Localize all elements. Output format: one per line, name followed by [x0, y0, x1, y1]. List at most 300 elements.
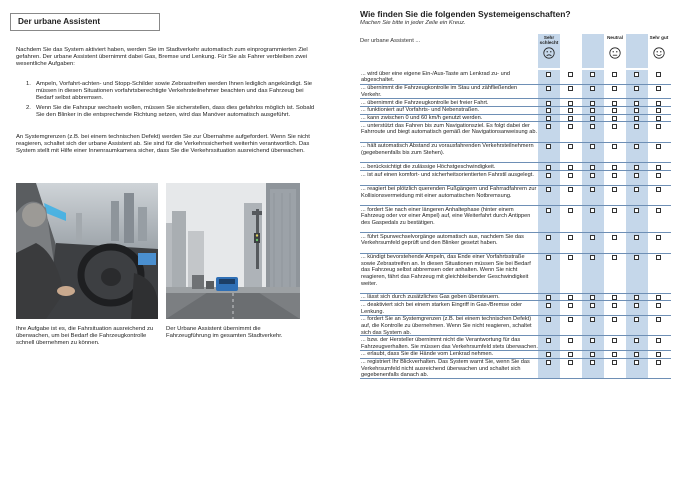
- rating-checkbox[interactable]: [634, 108, 639, 113]
- rating-checkbox[interactable]: [568, 360, 573, 365]
- rating-checkbox[interactable]: [546, 295, 551, 300]
- questionnaire-instruction: Machen Sie bitte in jeder Zeile ein Kreuz.: [360, 20, 466, 26]
- list-item: [26, 81, 316, 103]
- statement-text: ... kann zwischen 0 und 60 km/h genutzt werden.: [361, 115, 483, 122]
- rating-checkbox[interactable]: [612, 173, 617, 178]
- rating-checkbox[interactable]: [656, 165, 661, 170]
- statement-text: ... übernimmt die Fahrzeugkontrolle im Stau und zähfließenden Verkehr.: [361, 85, 518, 98]
- rating-options: [538, 233, 671, 253]
- rating-cell: [626, 70, 648, 84]
- rating-checkbox[interactable]: [546, 108, 551, 113]
- rating-checkbox[interactable]: [612, 317, 617, 322]
- statement-text: ... hält automatisch Abstand zu vorausfahrenden Verkehrsteilnehmern (gegebenenfalls bis zum Stehen).: [361, 143, 534, 156]
- rating-cell: [582, 359, 604, 379]
- rating-cell: [626, 351, 648, 358]
- rating-checkbox[interactable]: [590, 173, 595, 178]
- rating-checkbox[interactable]: [568, 72, 573, 77]
- rating-cell: [538, 107, 560, 114]
- rating-cell: [560, 316, 582, 336]
- table-row: [360, 99, 671, 107]
- list-number: 1.: [26, 81, 31, 87]
- rating-checkbox[interactable]: [656, 235, 661, 240]
- rating-cell: [582, 99, 604, 106]
- rating-cell: [560, 115, 582, 122]
- rating-cell: [626, 186, 648, 206]
- neutral-face-icon: [609, 47, 621, 59]
- sad-face-icon: [543, 47, 555, 59]
- rating-cell: [626, 359, 648, 379]
- rating-cell: [648, 122, 670, 142]
- rating-cell: [626, 316, 648, 336]
- rating-cell: [560, 163, 582, 170]
- rating-cell: [626, 143, 648, 163]
- rating-checkbox[interactable]: [612, 124, 617, 129]
- rating-checkbox[interactable]: [546, 124, 551, 129]
- rating-checkbox[interactable]: [634, 173, 639, 178]
- rating-options: [538, 301, 671, 315]
- statement-text: ... reagiert bei plötzlich querenden Fußgängern und Fahrradfahrern zur Kollisionsvermeidung mit einer automatischen Notbremsung.: [361, 186, 537, 199]
- rating-cell: [648, 254, 670, 293]
- rating-options: [538, 171, 671, 185]
- statement-text: ... fordert Sie nach einer längeren Anhaltephase (hinter einem Fahrzeug oder vor einer Ampel) auf, eine Weiterfahrt durch Antippen des Gaspedals zu bestätigen.: [361, 206, 531, 226]
- rating-cell: [538, 186, 560, 206]
- rating-options: [538, 115, 671, 122]
- rating-cell: [626, 254, 648, 293]
- rating-checkbox[interactable]: [590, 86, 595, 91]
- rating-cell: [582, 294, 604, 301]
- rating-checkbox[interactable]: [568, 124, 573, 129]
- rating-checkbox[interactable]: [568, 165, 573, 170]
- rating-cell: [538, 70, 560, 84]
- rating-checkbox[interactable]: [568, 187, 573, 192]
- rating-cell: [582, 206, 604, 232]
- rating-checkbox[interactable]: [634, 124, 639, 129]
- rating-checkbox[interactable]: [656, 116, 661, 121]
- rating-cell: [582, 186, 604, 206]
- rating-cell: [648, 186, 670, 206]
- rating-checkbox[interactable]: [656, 108, 661, 113]
- table-row: [360, 70, 671, 85]
- rating-cell: [582, 122, 604, 142]
- rating-cell: [582, 316, 604, 336]
- rating-checkbox[interactable]: [634, 116, 639, 121]
- statement-text: ... deaktiviert sich bei einem starken Eingriff in Gas-/Bremse oder Lenkung.: [361, 301, 522, 315]
- rating-checkbox[interactable]: [656, 338, 661, 343]
- rating-cell: [604, 301, 626, 315]
- rating-checkbox[interactable]: [568, 86, 573, 91]
- rating-cell: [604, 254, 626, 293]
- rating-cell: [626, 163, 648, 170]
- rating-checkbox[interactable]: [612, 208, 617, 213]
- rating-checkbox[interactable]: [656, 101, 661, 106]
- statement-text: ... ist auf einen komfort- und sicherheitsorientierten Fahrstil ausgelegt.: [361, 171, 534, 178]
- rating-checkbox[interactable]: [546, 144, 551, 149]
- rating-cell: [560, 70, 582, 84]
- rating-cell: [648, 163, 670, 170]
- rating-checkbox[interactable]: [634, 352, 639, 357]
- rating-cell: [560, 122, 582, 142]
- rating-checkbox[interactable]: [568, 101, 573, 106]
- rating-options: [538, 336, 671, 350]
- rating-checkbox[interactable]: [612, 144, 617, 149]
- rating-cell: [648, 85, 670, 99]
- statement-text: ... unterstützt das Fahren bis zum Navigationsziel. Es folgt dabei der Fahrroute und biegt automatisch gemäß der Navigationsanweisung ab.: [361, 122, 537, 136]
- rating-cell: [648, 301, 670, 315]
- rating-checkbox[interactable]: [634, 235, 639, 240]
- rating-cell: [538, 171, 560, 185]
- table-row: [360, 115, 671, 123]
- scale-column-3: [582, 34, 604, 68]
- rating-checkbox[interactable]: [546, 101, 551, 106]
- rating-cell: [648, 294, 670, 301]
- rating-cell: [648, 70, 670, 84]
- rating-cell: [648, 99, 670, 106]
- statement-text: ... übernimmt die Fahrzeugkontrolle bei freier Fahrt.: [361, 99, 489, 106]
- rating-checkbox[interactable]: [612, 101, 617, 106]
- rating-cell: [538, 233, 560, 253]
- rating-cell: [648, 359, 670, 379]
- rating-checkbox[interactable]: [590, 208, 595, 213]
- rating-cell: [560, 254, 582, 293]
- rating-options: [538, 206, 671, 232]
- rating-cell: [560, 336, 582, 350]
- rating-checkbox[interactable]: [612, 235, 617, 240]
- rating-cell: [604, 359, 626, 379]
- rating-cell: [604, 115, 626, 122]
- rating-checkbox[interactable]: [546, 360, 551, 365]
- rating-checkbox[interactable]: [590, 295, 595, 300]
- rating-cell: [626, 99, 648, 106]
- rating-checkbox[interactable]: [590, 116, 595, 121]
- rating-checkbox[interactable]: [656, 208, 661, 213]
- rating-checkbox[interactable]: [546, 173, 551, 178]
- table-row: [360, 233, 671, 254]
- questionnaire-lead: Der urbane Assistent ...: [360, 38, 421, 44]
- rating-checkbox[interactable]: [612, 352, 617, 357]
- rating-checkbox[interactable]: [546, 165, 551, 170]
- scale-column-5: [626, 34, 648, 68]
- table-row: [360, 163, 671, 171]
- rating-cell: [582, 163, 604, 170]
- rating-cell: [626, 171, 648, 185]
- rating-cell: [538, 294, 560, 301]
- rating-checkbox[interactable]: [634, 295, 639, 300]
- rating-checkbox[interactable]: [590, 235, 595, 240]
- rating-checkbox[interactable]: [546, 86, 551, 91]
- rating-checkbox[interactable]: [546, 72, 551, 77]
- rating-options: [538, 99, 671, 106]
- rating-checkbox[interactable]: [656, 360, 661, 365]
- rating-options: [538, 316, 671, 336]
- rating-cell: [604, 163, 626, 170]
- rating-checkbox[interactable]: [568, 352, 573, 357]
- rating-checkbox[interactable]: [634, 144, 639, 149]
- rating-checkbox[interactable]: [546, 352, 551, 357]
- rating-checkbox[interactable]: [546, 208, 551, 213]
- rating-cell: [560, 294, 582, 301]
- rating-cell: [560, 99, 582, 106]
- rating-checkbox[interactable]: [656, 144, 661, 149]
- rating-cell: [582, 70, 604, 84]
- scale-label-neutral: Neutral: [607, 35, 623, 40]
- rating-checkbox[interactable]: [634, 187, 639, 192]
- rating-checkbox[interactable]: [546, 255, 551, 260]
- rating-table: [360, 70, 671, 379]
- rating-checkbox[interactable]: [612, 303, 617, 308]
- rating-cell: [538, 99, 560, 106]
- list-item-text: Ampeln, Vorfahrt-achten- und Stopp-Schilder sowie Zebrastreifen werden Ihnen lediglich angekündigt. Sie müssen in diesen Situationen vorfahrtsberechtigte Verkehrsteilnehmer beachten und das Fahrzeug bei Bedarf selbst abbremsen.: [36, 81, 313, 102]
- rating-checkbox[interactable]: [546, 187, 551, 192]
- driver-task-list: [26, 81, 316, 121]
- rating-checkbox[interactable]: [656, 187, 661, 192]
- rating-checkbox[interactable]: [612, 116, 617, 121]
- table-row: [360, 351, 671, 359]
- rating-checkbox[interactable]: [634, 338, 639, 343]
- rating-cell: [538, 316, 560, 336]
- rating-checkbox[interactable]: [612, 187, 617, 192]
- statement-text: ... fordert Sie an Systemgrenzen (z.B. bei einem technischen Defekt) auf, die Kontrolle zu übernehmen. Wenn Sie nicht reagieren, schaltet sich das System ab.: [361, 316, 532, 336]
- rating-cell: [626, 206, 648, 232]
- rating-cell: [560, 171, 582, 185]
- rating-cell: [538, 351, 560, 358]
- intro-paragraph: Nachdem Sie das System aktiviert haben, werden Sie im Stadtverkehr automatisch zum einprogrammierten Ziel gefahren. Der urbane Assistent übernimmt dabei Gas, Bremse und Lenkung. Für Sie als Fahrer verbleiben zwei wesentliche Aufgaben:: [16, 47, 308, 68]
- rating-checkbox[interactable]: [568, 317, 573, 322]
- photo-caption-left: Ihre Aufgabe ist es, die Fahrsituation ausreichend zu überwachen, um bei Bedarf die Fahrzeugkontrolle schnell übernehmen zu können.: [16, 326, 154, 347]
- rating-checkbox[interactable]: [568, 208, 573, 213]
- rating-cell: [582, 107, 604, 114]
- rating-checkbox[interactable]: [590, 338, 595, 343]
- happy-face-icon: [653, 47, 665, 59]
- rating-cell: [582, 233, 604, 253]
- statement-text: ... bzw. der Hersteller übernimmt nicht die Verantwortung für das Fahrzeugverhalten. Sie müssen das Verkehrsumfeld stets überwachen.: [361, 336, 538, 350]
- rating-options: [538, 351, 671, 358]
- rating-cell: [604, 107, 626, 114]
- rating-checkbox[interactable]: [656, 352, 661, 357]
- rating-checkbox[interactable]: [590, 165, 595, 170]
- rating-cell: [582, 171, 604, 185]
- rating-checkbox[interactable]: [634, 72, 639, 77]
- rating-checkbox[interactable]: [656, 86, 661, 91]
- questionnaire-title: Wie finden Sie die folgenden Systemeigenschaften?: [360, 9, 571, 19]
- rating-cell: [604, 143, 626, 163]
- rating-cell: [604, 351, 626, 358]
- rating-cell: [560, 301, 582, 315]
- rating-cell: [604, 336, 626, 350]
- rating-cell: [538, 359, 560, 379]
- rating-cell: [538, 143, 560, 163]
- table-row: [360, 107, 671, 115]
- rating-cell: [626, 233, 648, 253]
- rating-checkbox[interactable]: [568, 255, 573, 260]
- statement-text: ... funktioniert auf Vorfahrts- und Nebenstraßen.: [361, 107, 480, 114]
- table-row: [360, 294, 671, 302]
- statement-text: ... wird über eine eigene Ein-/Aus-Taste am Lenkrad zu- und abgeschaltet.: [361, 70, 510, 84]
- rating-checkbox[interactable]: [590, 144, 595, 149]
- rating-checkbox[interactable]: [656, 124, 661, 129]
- rating-cell: [648, 115, 670, 122]
- rating-checkbox[interactable]: [546, 235, 551, 240]
- rating-cell: [582, 143, 604, 163]
- statement-text: ... erlaubt, dass Sie die Hände vom Lenkrad nehmen.: [361, 351, 494, 358]
- rating-checkbox[interactable]: [656, 255, 661, 260]
- rating-checkbox[interactable]: [546, 116, 551, 121]
- rating-options: [538, 186, 671, 206]
- rating-cell: [538, 122, 560, 142]
- rating-checkbox[interactable]: [656, 72, 661, 77]
- rating-cell: [626, 301, 648, 315]
- rating-checkbox[interactable]: [568, 144, 573, 149]
- rating-checkbox[interactable]: [590, 72, 595, 77]
- rating-cell: [604, 206, 626, 232]
- rating-cell: [560, 186, 582, 206]
- rating-cell: [538, 85, 560, 99]
- rating-cell: [582, 301, 604, 315]
- rating-options: [538, 163, 671, 170]
- rating-cell: [538, 115, 560, 122]
- rating-options: [538, 70, 671, 84]
- scale-column-very-good: [648, 34, 670, 68]
- statement-text: ... berücksichtigt die zulässige Höchstgeschwindigkeit.: [361, 163, 496, 170]
- rating-cell: [648, 143, 670, 163]
- scale-column-neutral: [604, 34, 626, 68]
- table-row: [360, 186, 671, 207]
- rating-cell: [582, 336, 604, 350]
- rating-options: [538, 143, 671, 163]
- rating-checkbox[interactable]: [612, 255, 617, 260]
- questionnaire-page: [340, 0, 685, 483]
- rating-cell: [604, 233, 626, 253]
- rating-cell: [626, 122, 648, 142]
- rating-checkbox[interactable]: [568, 295, 573, 300]
- rating-checkbox[interactable]: [634, 86, 639, 91]
- table-row: [360, 254, 671, 294]
- rating-options: [538, 122, 671, 142]
- rating-cell: [604, 122, 626, 142]
- rating-checkbox[interactable]: [612, 165, 617, 170]
- rating-cell: [538, 336, 560, 350]
- rating-cell: [582, 115, 604, 122]
- rating-checkbox[interactable]: [568, 108, 573, 113]
- table-row: [360, 171, 671, 186]
- rating-cell: [604, 294, 626, 301]
- rating-cell: [582, 351, 604, 358]
- rating-cell: [560, 359, 582, 379]
- list-item: [26, 105, 316, 119]
- rating-cell: [648, 336, 670, 350]
- table-row: [360, 301, 671, 316]
- rating-checkbox[interactable]: [612, 295, 617, 300]
- rating-cell: [626, 294, 648, 301]
- rating-options: [538, 359, 671, 379]
- rating-cell: [560, 143, 582, 163]
- rating-cell: [604, 316, 626, 336]
- rating-checkbox[interactable]: [590, 187, 595, 192]
- rating-cell: [560, 107, 582, 114]
- rating-cell: [538, 163, 560, 170]
- rating-checkbox[interactable]: [590, 124, 595, 129]
- rating-options: [538, 85, 671, 99]
- rating-checkbox[interactable]: [634, 165, 639, 170]
- rating-cell: [560, 351, 582, 358]
- rating-cell: [604, 85, 626, 99]
- rating-checkbox[interactable]: [568, 303, 573, 308]
- rating-cell: [626, 107, 648, 114]
- rating-cell: [604, 171, 626, 185]
- rating-cell: [604, 186, 626, 206]
- rating-checkbox[interactable]: [590, 255, 595, 260]
- rating-options: [538, 294, 671, 301]
- rating-checkbox[interactable]: [612, 338, 617, 343]
- scale-column-2: [560, 34, 582, 68]
- table-row: [360, 206, 671, 233]
- rating-cell: [626, 115, 648, 122]
- info-page: [0, 0, 340, 483]
- rating-checkbox[interactable]: [634, 101, 639, 106]
- rating-checkbox[interactable]: [612, 360, 617, 365]
- rating-checkbox[interactable]: [656, 303, 661, 308]
- rating-checkbox[interactable]: [612, 86, 617, 91]
- scale-column-very-bad: [538, 34, 560, 68]
- info-title-box: [10, 13, 160, 31]
- rating-checkbox[interactable]: [590, 108, 595, 113]
- rating-checkbox[interactable]: [656, 317, 661, 322]
- rating-checkbox[interactable]: [634, 360, 639, 365]
- rating-checkbox[interactable]: [590, 303, 595, 308]
- photo-caption-right: Der Urbane Assistent übernimmt die Fahrzeugführung im gesamten Stadtverkehr.: [166, 326, 283, 340]
- rating-checkbox[interactable]: [590, 317, 595, 322]
- table-row: [360, 122, 671, 143]
- rating-checkbox[interactable]: [634, 317, 639, 322]
- rating-checkbox[interactable]: [612, 72, 617, 77]
- rating-checkbox[interactable]: [612, 108, 617, 113]
- rating-cell: [648, 351, 670, 358]
- rating-cell: [560, 206, 582, 232]
- table-row: [360, 336, 671, 351]
- rating-checkbox[interactable]: [656, 173, 661, 178]
- scale-label-very-bad: Sehr schlecht: [539, 35, 559, 45]
- rating-cell: [582, 85, 604, 99]
- rating-checkbox[interactable]: [568, 235, 573, 240]
- driver-cockpit-photo: [16, 183, 158, 319]
- rating-cell: [648, 316, 670, 336]
- rating-options: [538, 107, 671, 114]
- rating-checkbox[interactable]: [546, 317, 551, 322]
- rating-checkbox[interactable]: [546, 338, 551, 343]
- rating-cell: [626, 336, 648, 350]
- rating-checkbox[interactable]: [590, 101, 595, 106]
- rating-checkbox[interactable]: [634, 303, 639, 308]
- statement-text: ... führt Spurwechselvorgänge automatisch aus, nachdem Sie das Verkehrsumfeld geprüft und den Blinker gesetzt haben.: [361, 233, 524, 247]
- rating-options: [538, 254, 671, 293]
- rating-checkbox[interactable]: [590, 352, 595, 357]
- system-limits-paragraph: An Systemgrenzen (z.B. bei einem technischen Defekt) werden Sie zur Übernahme aufgefordert. Wenn Sie nicht reagieren, schaltet sich der urbane Assistent ab. Sie sind für die Verkehrssicherheit weiterhin verantwortlich. Das System stellt mit Hilfe einer Innenraumkamera sicher, dass Sie die Verkehrssituation ausreichend überwachen.: [16, 134, 310, 155]
- rating-cell: [648, 206, 670, 232]
- rating-checkbox[interactable]: [634, 255, 639, 260]
- rating-checkbox[interactable]: [568, 116, 573, 121]
- statement-text: ... registriert Ihr Blickverhalten. Das System warnt Sie, wenn Sie das Verkehrsumfeld nicht ausreichend überwachen und schaltet sich gegebenenfalls danach ab.: [361, 359, 530, 379]
- rating-cell: [626, 85, 648, 99]
- rating-checkbox[interactable]: [590, 360, 595, 365]
- rating-checkbox[interactable]: [546, 303, 551, 308]
- rating-checkbox[interactable]: [634, 208, 639, 213]
- rating-checkbox[interactable]: [568, 173, 573, 178]
- statement-text: ... lässt sich durch zusätzliches Gas geben übersteuern.: [361, 294, 500, 301]
- statement-text: ... kündigt bevorstehende Ampeln, das Ende einer Vorfahrtsstraße sowie Zebrastreifen an. In diesen Situationen müssen Sie bei Bedarf das Fahrzeug selbst abbremsen oder anhalten. Wenn Sie nicht reagieren, fährt das Fahrzeug mit gleichbleibender Geschwindigkeit weiter.: [361, 254, 531, 287]
- rating-scale-header: [538, 34, 671, 68]
- table-row: [360, 85, 671, 100]
- rating-checkbox[interactable]: [568, 338, 573, 343]
- rating-checkbox[interactable]: [656, 295, 661, 300]
